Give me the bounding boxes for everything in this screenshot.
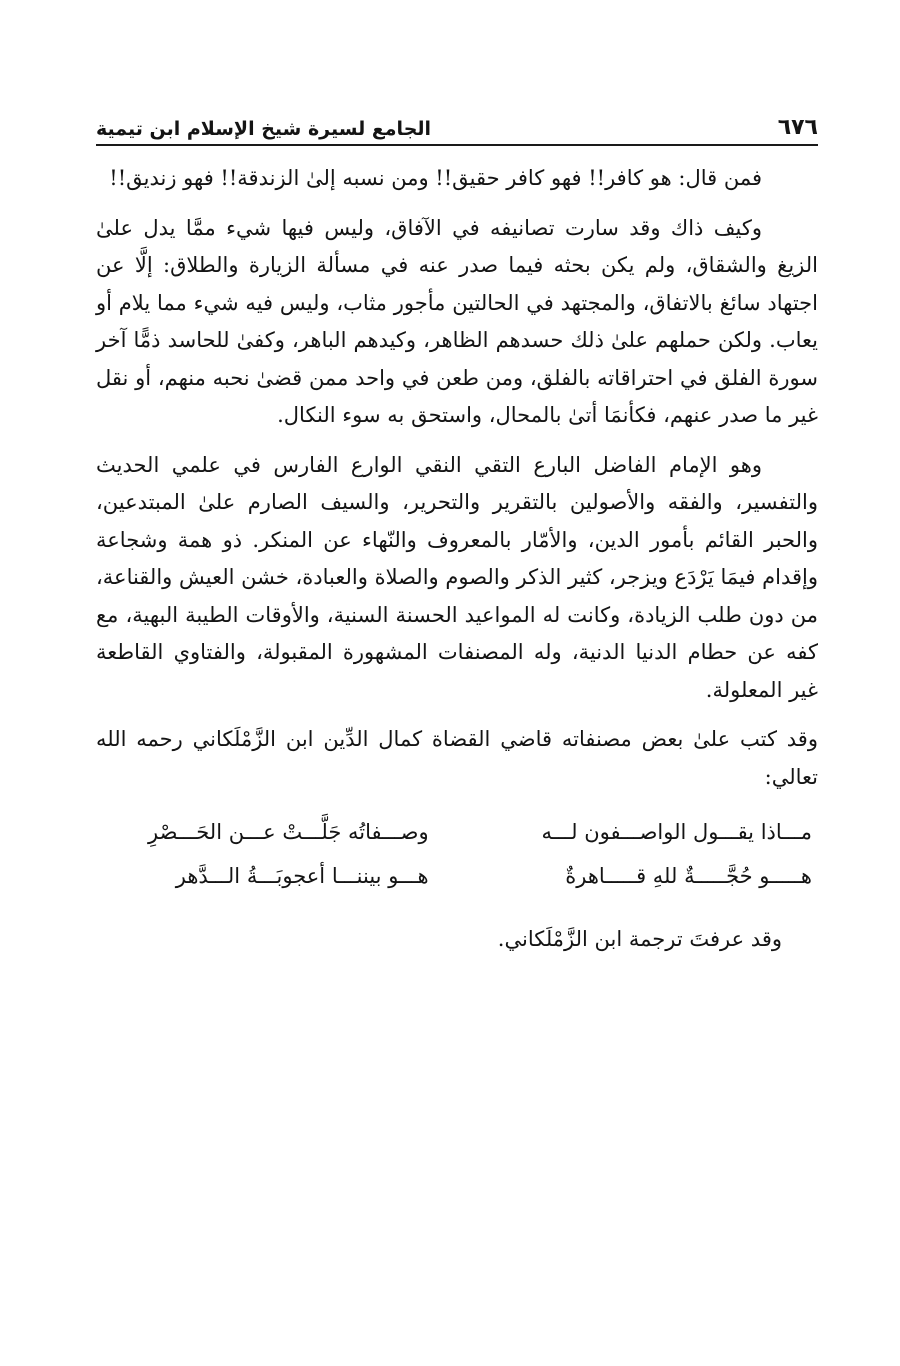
page-body [96, 160, 818, 958]
verse-first-hemistich: هـــــو حُجَّـــــةٌ للهِ قـــــاهرةٌ [565, 864, 812, 888]
verse-first-hemistich: مـــاذا يقـــول الواصـــفون لـــه [541, 820, 812, 844]
header-rule [96, 144, 818, 146]
poem-verse [102, 812, 812, 852]
running-title: الجامع لسيرة شيخ الإسلام ابن تيمية [96, 118, 432, 140]
paragraph: وهو الإمام الفاضل البارع التقي النقي الوارع الفارس في علمي الحديث والتفسير، والفقه والأصولين بالتقرير والتحرير، والسيف الصارم علىٰ المبتدعين، والحبر القائم بأمور الدين، والأمّار بالمعروف والنّهاء عن المنكر. ذو همة وشجاعة وإقدام فيمَا يَرْدَع ويزجر، كثير الذكر والصوم والصلاة والعبادة، خشن العيش والقناعة، من دون طلب الزيادة، وكانت له المواعيد الحسنة السنية، والأوقات الطيبة البهية، مع كفه عن حطام الدنيا الدنية، وله المصنفات المشهورة المقبولة، والفتاوي القاطعة غير المعلولة. [96, 452, 818, 702]
verse-second-hemistich: وصـــفاتُه جَلَّـــتْ عـــن الحَـــصْرِ [147, 820, 429, 844]
running-header [96, 104, 818, 140]
page-number: ٦٧٦ [777, 115, 818, 140]
paragraph: وقد كتب علىٰ بعض مصنفاته قاضي القضاة كمال الدِّين ابن الزَّمْلَكاني رحمه الله تعالي: [96, 727, 818, 789]
poem-verse [102, 856, 812, 896]
book-page [96, 104, 818, 958]
paragraph: وكيف ذاك وقد سارت تصانيفه في الآفاق، وليس فيها شيء ممَّا يدل علىٰ الزيغ والشقاق، ولم يكن بحثه فيما صدر عنه في مسألة الزيارة والطلاق: إلَّا عن اجتهاد سائغ بالاتفاق، والمجتهد في الحالتين مأجور مثاب، وليس فيه شيء مما يلام أو يعاب. ولكن حملهم علىٰ ذلك حسدهم الظاهر، وكيدهم الباهر، وكفىٰ للحاسد ذمًّا آخر سورة الفلق في احتراقاته بالفلق، ومن طعن في واحد ممن قضىٰ نحبه منهم، أو نقل غير ما صدر عنهم، فكأنمَا أتىٰ بالمحال، واستحق به سوء النكال. [96, 215, 818, 427]
closing-line: وقد عرفتَ ترجمة ابن الزَّمْلَكاني. [497, 927, 782, 951]
verse-second-hemistich: هـــو بيننـــا أعجوبَـــةُ الـــدَّهر [175, 864, 429, 888]
paragraph: فمن قال: هو كافر!! فهو كافر حقيق!! ومن نسبه إلىٰ الزندقة!! فهو زنديق!! [109, 166, 762, 190]
poem [96, 812, 818, 896]
